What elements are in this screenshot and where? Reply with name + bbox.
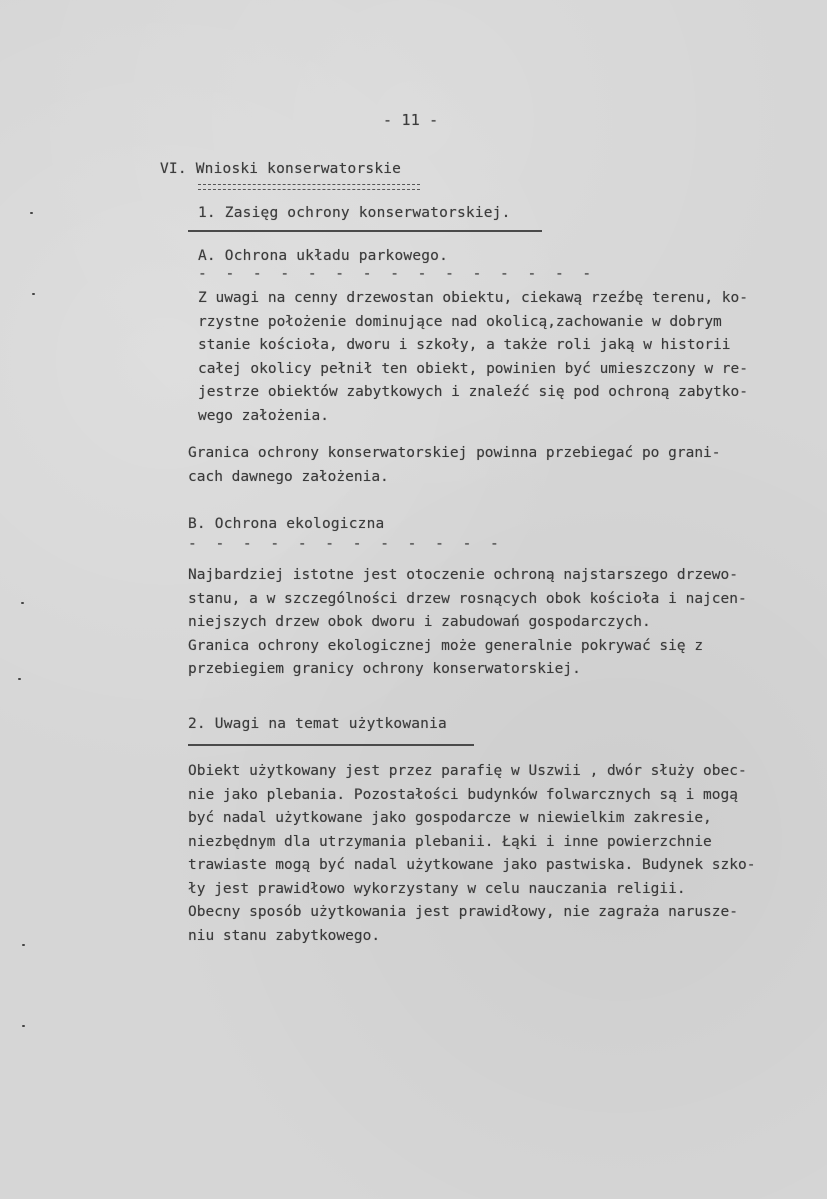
- chapter-heading: VI. Wnioski konserwatorskie: [160, 161, 402, 177]
- subsection-a-paragraph-2: Granica ochrony konserwatorskiej powinna przebiegać po grani- cach dawnego założenia.: [188, 445, 721, 485]
- section-1-title: 1. Zasięg ochrony konserwatorskiej.: [198, 205, 511, 221]
- subsection-a-paragraph-1: Z uwagi na cenny drzewostan obiektu, ciekawą rzeźbę terenu, ko- rzystne położenie dominujące nad okolicą,zachowanie w dobrym stanie kościoła, dworu i szkoły, a także roli jaką w historii całej okolicy pełnił ten obiekt, powinien być umieszczony w re- jestrze obiektów zabytkowych i znaleźć się pod ochroną zabytko- wego założenia.: [198, 290, 748, 424]
- scan-speck: [22, 1025, 25, 1027]
- subsection-b-dashes: - - - - - - - - - - - -: [188, 536, 504, 552]
- subsection-a-dashes: - - - - - - - - - - - - - - -: [198, 266, 597, 282]
- subsection-b-paragraph: Najbardziej istotne jest otoczenie ochroną najstarszego drzewo- stanu, a w szczególności drzew rosnących obok kościoła i najcen- niejszych drzew obok dworu i zabudowań gospodarczych. Granica ochrony ekologicznej może generalnie pokrywać się z przebiegiem granicy ochrony konserwatorskiej.: [188, 567, 747, 677]
- section-2-paragraph: Obiekt użytkowany jest przez parafię w Uszwii , dwór służy obec- nie jako plebania. Pozostałości budynków folwarcznych są i mogą być nadal użytkowane jako gospodarcze w niewielkim zakresie, niezbędnym dla utrzymania plebanii. Łąki i inne powierzchnie trawiaste mogą być nadal użytkowane jako pastwiska. Budynek szko- ły jest prawidłowo wykorzystany w celu nauczania religii. Obecny sposób użytkowania jest prawidłowy, nie zagraża naruszе- niu stanu zabytkowego.: [188, 763, 756, 944]
- scan-speck: [22, 944, 25, 946]
- section-2-title: 2. Uwagi na temat użytkowania: [188, 716, 447, 732]
- page-number: - 11 -: [383, 111, 439, 129]
- subsection-a-title: A. Ochrona układu parkowego.: [198, 248, 449, 264]
- section-2-underline: [188, 744, 474, 746]
- subsection-b-title: B. Ochrona ekologiczna: [188, 516, 385, 532]
- scan-speck: [32, 293, 35, 295]
- section-1-underline: [188, 230, 542, 232]
- scan-speck: [21, 602, 24, 604]
- scan-speck: [30, 212, 33, 214]
- chapter-heading-underline: [198, 184, 420, 190]
- scan-speck: [18, 678, 21, 680]
